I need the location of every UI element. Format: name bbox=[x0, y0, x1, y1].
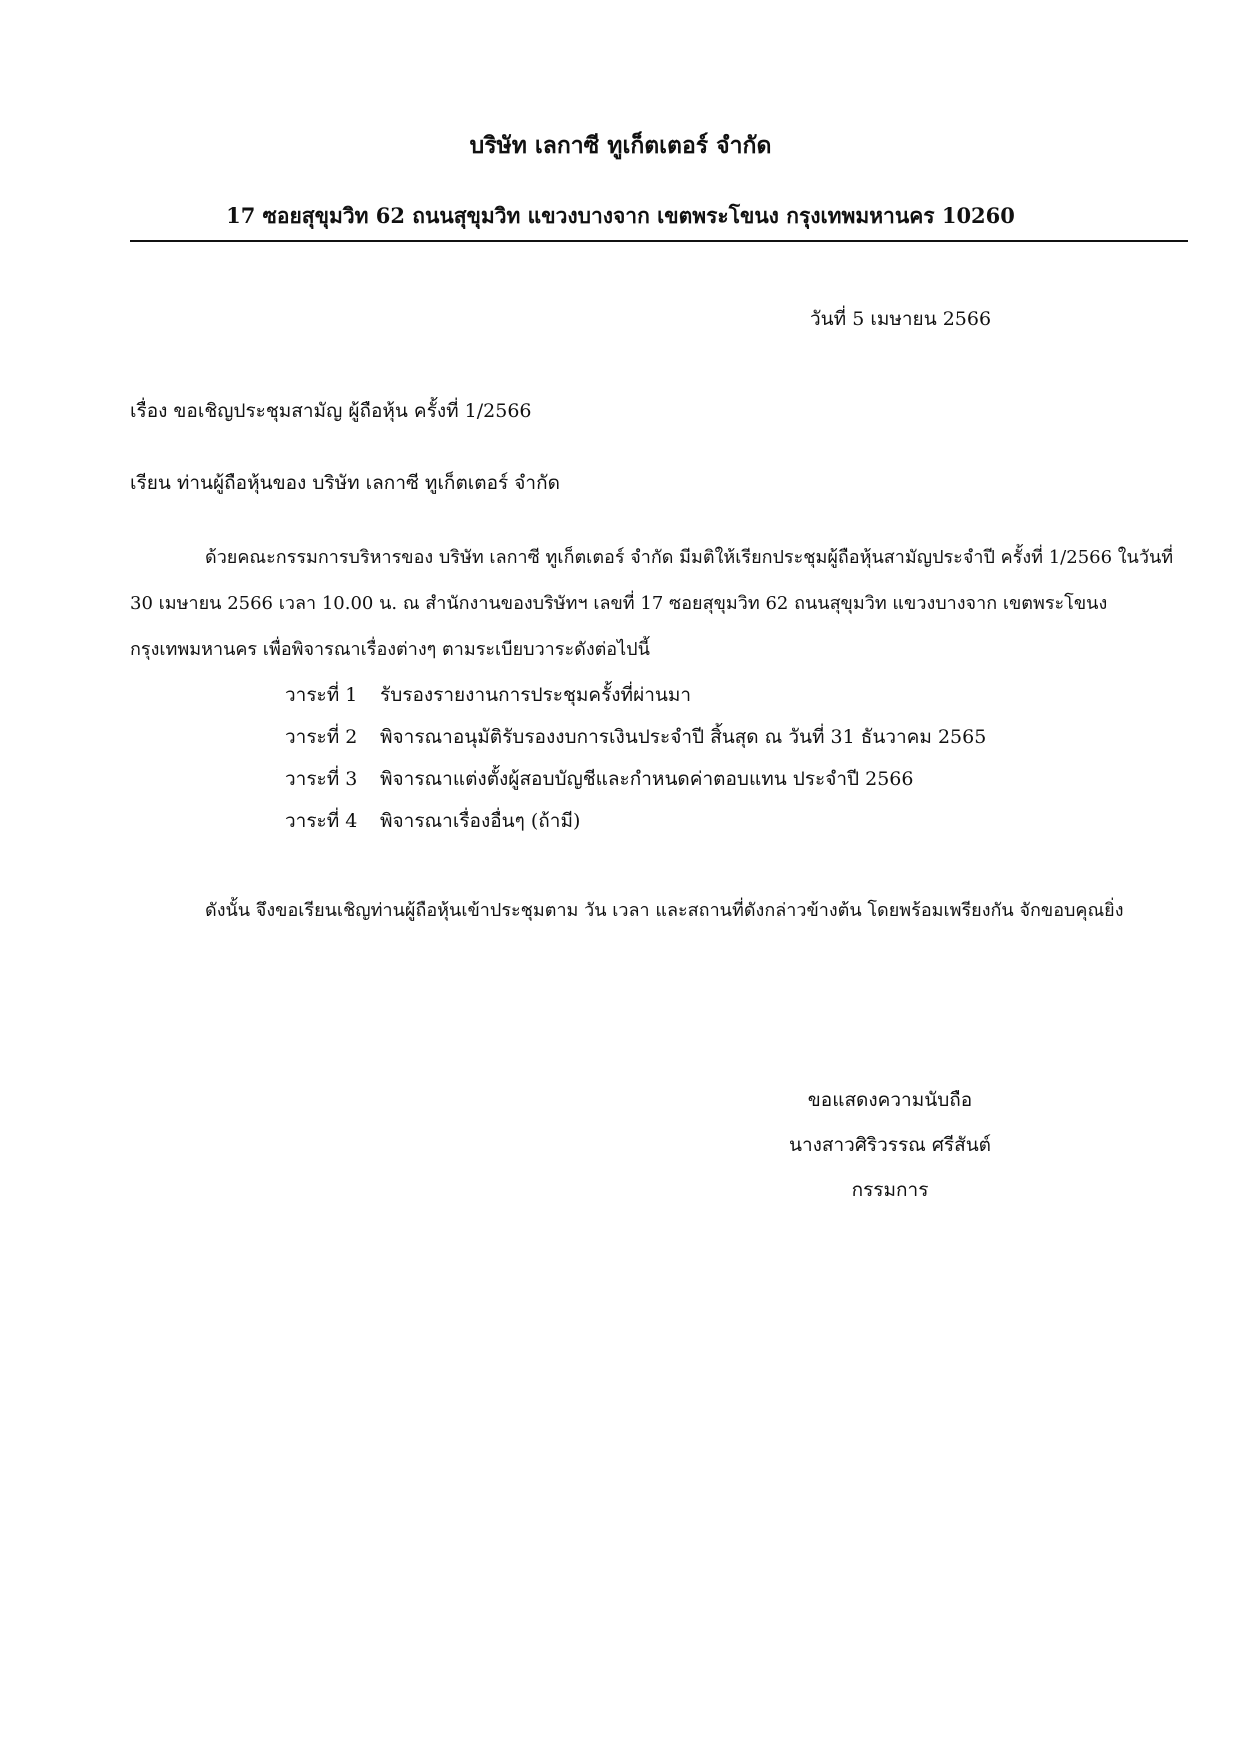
agenda-label: วาระที่ 3 bbox=[285, 768, 358, 790]
agenda-item bbox=[285, 674, 986, 716]
agenda-list bbox=[285, 674, 986, 842]
letter-date: วันที่ 5 เมษายน 2566 bbox=[810, 308, 992, 330]
agenda-text: รับรองรายงานการประชุมครั้งที่ผ่านมา bbox=[380, 684, 692, 706]
signature-closing: ขอแสดงความนับถือ bbox=[807, 1089, 973, 1111]
body-paragraph-1-text: ด้วยคณะกรรมการบริหารของ บริษัท เลกาซี ทูเก็ตเตอร์ จำกัด มีมติให้เรียกประชุมผู้ถือหุ้นสามัญประจำปี ครั้งที่ 1/2566 ในวันที่ 30 เมษายน 2566 เวลา 10.00 น. ณ สำนักงานของบริษัทฯ เลขที่ 17 ซอยสุขุมวิท 62 ถนนสุขุมวิท แขวงบางจาก เขตพระโขนง กรุงเทพมหานคร เพื่อพิจารณาเรื่องต่างๆ ตามระเบียบวาระดังต่อไปนี้ bbox=[130, 547, 1174, 660]
letter-subject: เรื่อง ขอเชิญประชุมสามัญ ผู้ถือหุ้น ครั้งที่ 1/2566 bbox=[130, 400, 532, 422]
signature-block bbox=[760, 1078, 1020, 1213]
agenda-label: วาระที่ 2 bbox=[285, 726, 358, 748]
agenda-item bbox=[285, 800, 986, 842]
header-divider bbox=[130, 240, 1188, 242]
agenda-text: พิจารณาแต่งตั้งผู้สอบบัญชีและกำหนดค่าตอบแทน ประจำปี 2566 bbox=[380, 768, 914, 790]
agenda-item bbox=[285, 716, 986, 758]
body-paragraph-1 bbox=[130, 535, 1190, 673]
signature-position: กรรมการ bbox=[851, 1179, 929, 1201]
agenda-label: วาระที่ 1 bbox=[285, 684, 358, 706]
letter-salutation: เรียน ท่านผู้ถือหุ้นของ บริษัท เลกาซี ทูเก็ตเตอร์ จำกัด bbox=[130, 472, 560, 494]
company-address: 17 ซอยสุขุมวิท 62 ถนนสุขุมวิท แขวงบางจาก เขตพระโขนง กรุงเทพมหานคร 10260 bbox=[226, 203, 1015, 228]
agenda-label: วาระที่ 4 bbox=[285, 810, 358, 832]
company-name: บริษัท เลกาซี ทูเก็ตเตอร์ จำกัด bbox=[469, 132, 772, 159]
body-paragraph-2 bbox=[130, 888, 1190, 934]
signature-name: นางสาวศิริวรรณ ศรีสันต์ bbox=[788, 1134, 992, 1156]
agenda-text: พิจารณาเรื่องอื่นๆ (ถ้ามี) bbox=[380, 810, 581, 832]
agenda-text: พิจารณาอนุมัติรับรองงบการเงินประจำปี สิ้นสุด ณ วันที่ 31 ธันวาคม 2565 bbox=[380, 726, 987, 748]
body-paragraph-2-text: ดังนั้น จึงขอเรียนเชิญท่านผู้ถือหุ้นเข้าประชุมตาม วัน เวลา และสถานที่ดังกล่าวข้างต้น โดยพร้อมเพรียงกัน จักขอบคุณยิ่ง bbox=[205, 900, 1124, 921]
agenda-item bbox=[285, 758, 986, 800]
